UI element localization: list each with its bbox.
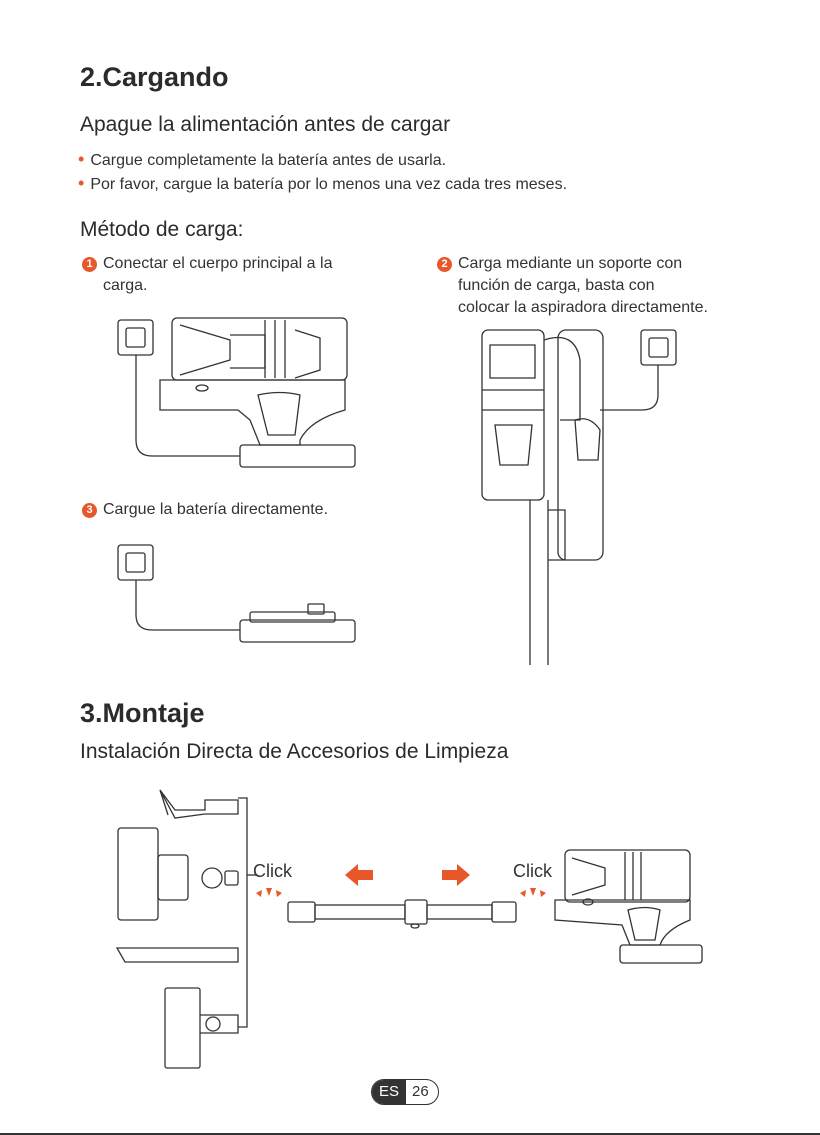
bullet-item: • Cargue completamente la batería antes de usarla. [78,149,447,169]
step-number-badge: 1 [82,257,97,272]
assembly-subtitle: Instalación Directa de Accesorios de Limpieza [80,740,509,763]
section-title-assembly: 3.Montaje [80,698,205,728]
step-number-badge: 2 [437,257,452,272]
bullet-dot-icon: • [78,149,85,169]
step-1: 1 Conectar el cuerpo principal a la carga. [82,253,382,297]
step-number-badge: 3 [82,503,97,518]
step-2: 2 Carga mediante un soporte con función de carga, basta con colocar la aspiradora directamente. [437,253,767,319]
page-footer-badge [371,1079,439,1105]
page-number: 26 [412,1083,429,1100]
step-3: 3 Cargue la batería directamente. [82,499,382,521]
section-title-charging: 2.Cargando [80,62,229,92]
click-label-right: Click [513,861,552,881]
bullet-item: • Por favor, cargue la batería por lo menos una vez cada tres meses. [78,173,568,193]
method-title: Método de carga: [80,218,244,241]
language-label: ES [372,1080,406,1104]
charging-subtitle: Apague la alimentación antes de cargar [80,113,451,136]
bullet-dot-icon: • [78,173,85,193]
click-label-left: Click [253,861,292,881]
